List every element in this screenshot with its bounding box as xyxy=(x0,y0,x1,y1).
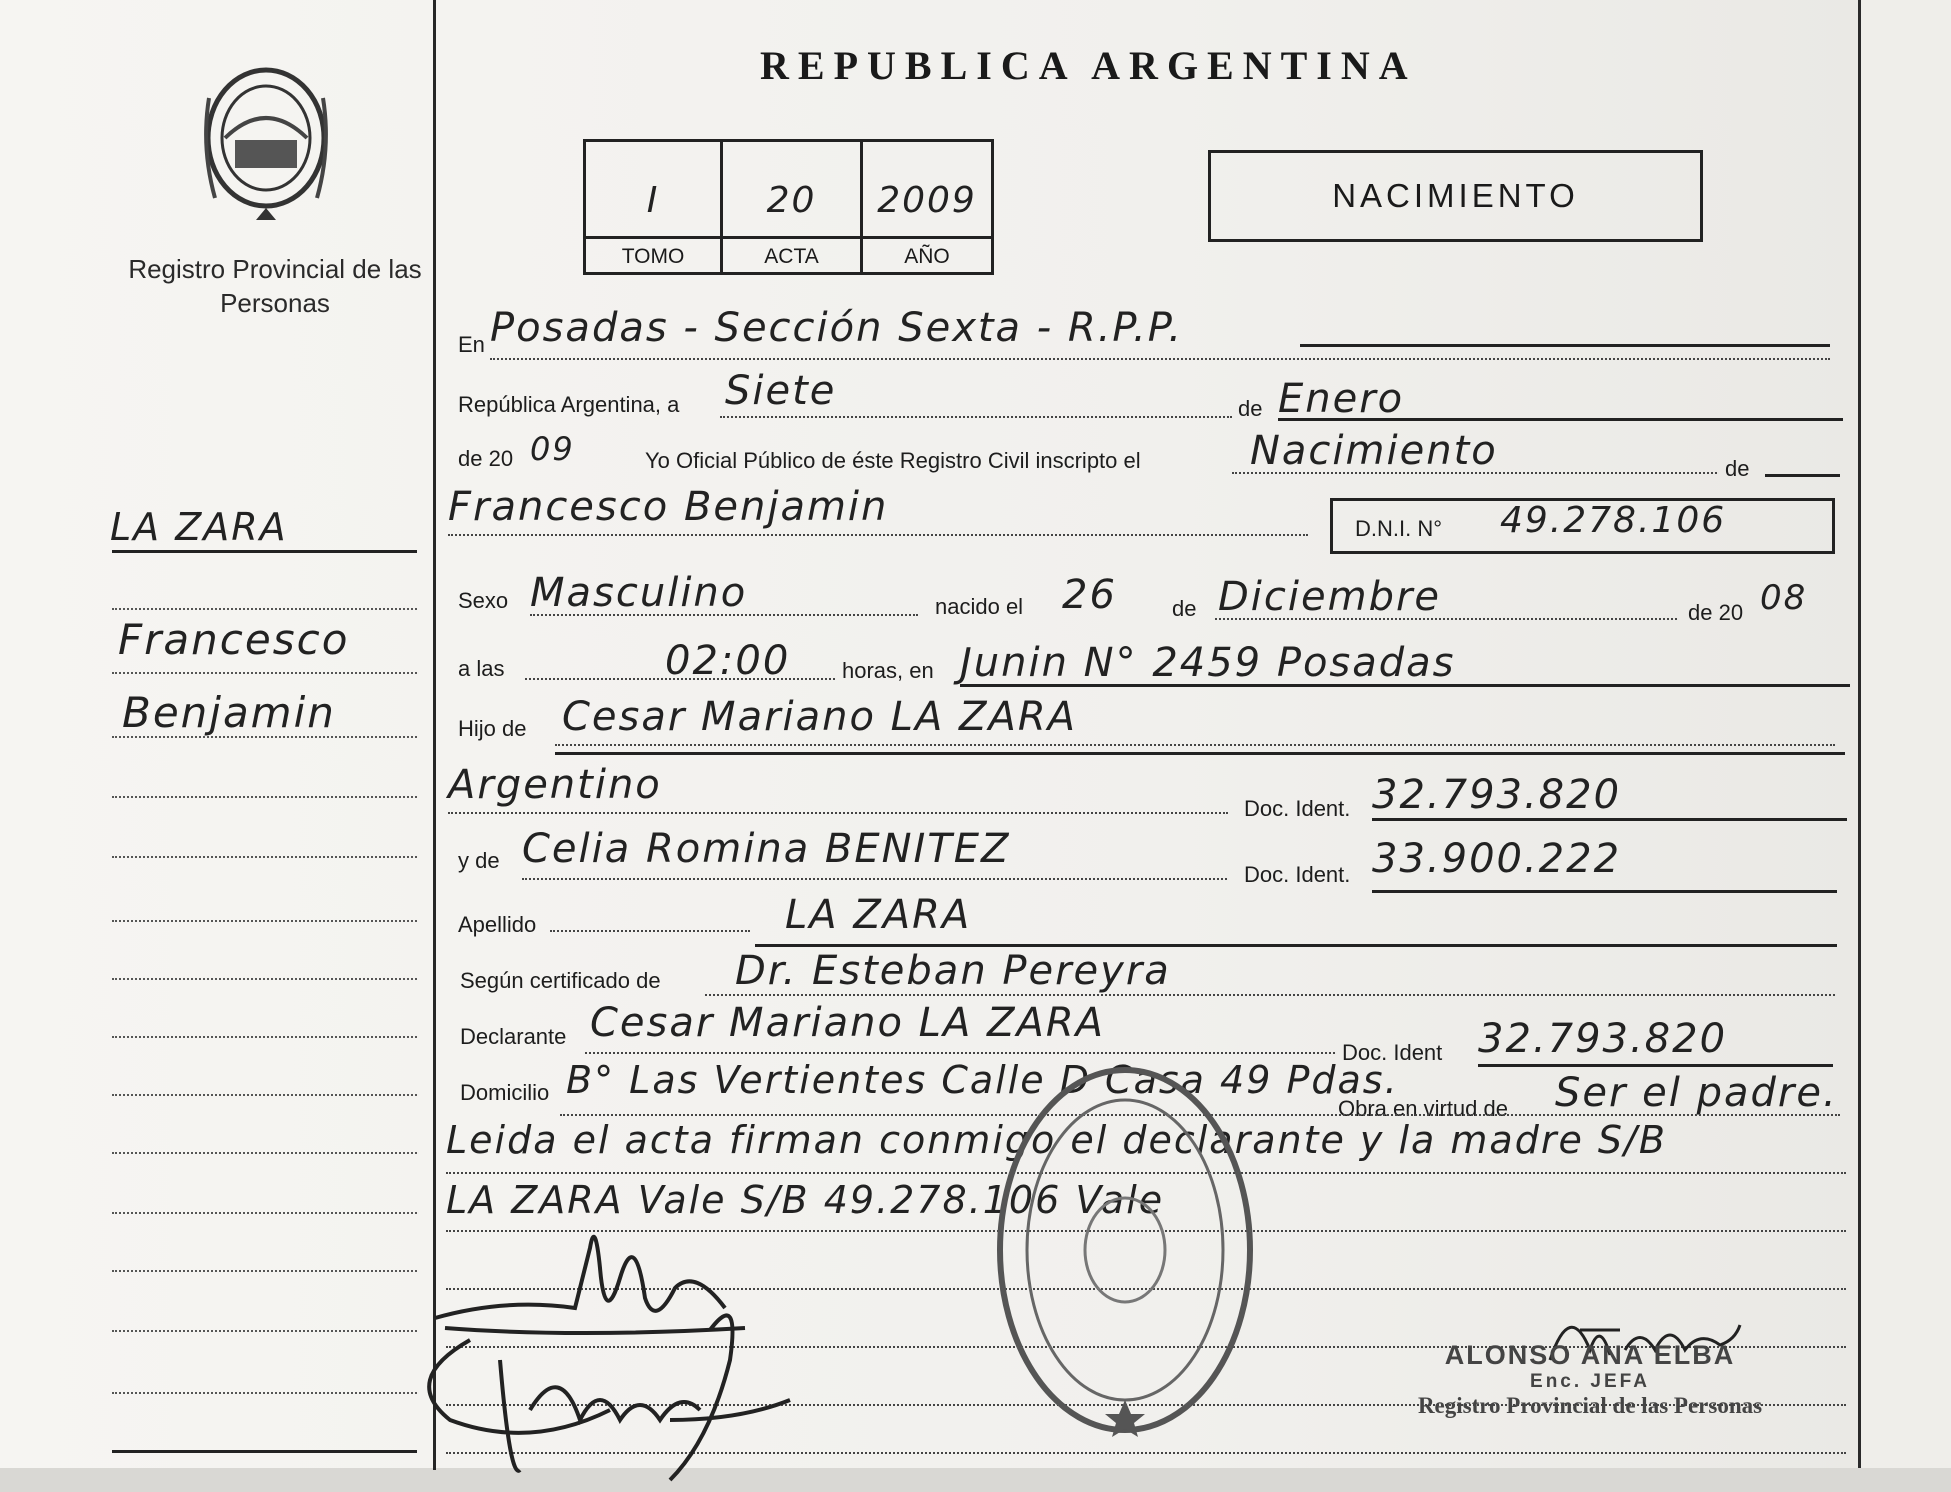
value-sexo: Masculino xyxy=(530,570,748,616)
record-type-box: NACIMIENTO xyxy=(1208,150,1703,242)
label-oficial: Yo Oficial Público de éste Registro Civil inscripto el xyxy=(645,448,1141,473)
label-a-las: a las xyxy=(458,656,505,681)
page-bottom-edge xyxy=(0,1468,1951,1492)
label-doc-ident-1: Doc. Ident. xyxy=(1244,796,1351,821)
label-y-de: y de xyxy=(458,848,500,873)
anio-cell xyxy=(863,142,991,272)
official-block xyxy=(1390,1340,1790,1419)
label-sexo: Sexo xyxy=(458,588,509,613)
dotted-line xyxy=(1215,618,1677,620)
margin-line xyxy=(112,796,417,798)
label-en: En xyxy=(458,332,485,357)
solid-line xyxy=(960,684,1850,687)
value-doc-padre: 32.793.820 xyxy=(1372,772,1622,818)
dotted-line xyxy=(555,744,1835,746)
label-declarante: Declarante xyxy=(460,1024,567,1049)
tomo-cell xyxy=(586,142,723,272)
margin-line xyxy=(112,1392,417,1394)
acta-label: ACTA xyxy=(723,236,860,269)
solid-line xyxy=(555,752,1845,755)
margin-line xyxy=(112,608,417,610)
value-doc-madre: 33.900.222 xyxy=(1372,836,1622,882)
solid-line xyxy=(755,944,1837,947)
margin-line xyxy=(112,736,417,738)
tomo-value: I xyxy=(646,180,660,221)
dotted-line xyxy=(522,878,1227,880)
value-anio-nac: 08 xyxy=(1760,578,1808,618)
label-de-20b: de 20 xyxy=(1688,600,1744,625)
official-name: ALONSO ANA ELBA xyxy=(1444,1340,1736,1370)
page-title: REPUBLICA ARGENTINA xyxy=(760,43,1417,88)
official-role: Enc. JEFA xyxy=(1530,1371,1650,1392)
margin-line xyxy=(112,1330,417,1332)
solid-line xyxy=(1478,1064,1833,1067)
value-nombre: Francesco Benjamin xyxy=(448,484,889,530)
value-madre: Celia Romina BENITEZ xyxy=(522,826,1011,872)
margin-line xyxy=(112,978,417,980)
margin-line xyxy=(112,1270,417,1272)
value-lugar: Posadas - Sección Sexta - R.P.P. xyxy=(490,305,1184,351)
margin-line xyxy=(112,1212,417,1214)
value-dia-texto: Siete xyxy=(725,368,837,414)
dotted-line xyxy=(705,994,1835,996)
dotted-line xyxy=(490,358,1830,360)
tomo-label: TOMO xyxy=(586,236,720,269)
margin-line xyxy=(112,672,417,674)
label-republica: República Argentina, a xyxy=(458,392,680,417)
value-nota-2: LA ZARA Vale S/B 49.278.106 Vale xyxy=(446,1178,1165,1222)
registry-label: Registro Provincial de las Personas xyxy=(128,254,422,318)
value-apellido: LA ZARA xyxy=(785,892,972,938)
dotted-line xyxy=(530,614,918,616)
value-mes: Enero xyxy=(1278,376,1405,422)
registry-stamp-icon xyxy=(990,1060,1260,1440)
label-domicilio: Domicilio xyxy=(460,1080,550,1105)
acta-cell xyxy=(723,142,863,272)
label-de-final: de xyxy=(1725,456,1750,481)
dotted-line xyxy=(448,534,1308,536)
value-dni: 49.278.106 xyxy=(1500,500,1727,541)
anio-label: AÑO xyxy=(863,236,991,269)
margin-line xyxy=(112,856,417,858)
label-nacido: nacido el xyxy=(935,594,1024,619)
solid-line xyxy=(1372,890,1837,893)
value-domicilio: B° Las Vertientes Calle D Casa 49 Pdas. xyxy=(566,1058,1399,1102)
dotted-line xyxy=(550,930,750,932)
record-number-table xyxy=(583,139,994,275)
provincial-seal-icon xyxy=(195,58,337,228)
label-segun: Según certificado de xyxy=(460,968,661,993)
value-virtud: Ser el padre. xyxy=(1555,1070,1838,1116)
acta-value: 20 xyxy=(766,180,817,221)
margin-given-name-1: Francesco xyxy=(118,615,350,664)
value-declarante: Cesar Mariano LA ZARA xyxy=(590,1000,1105,1046)
value-dia-nac: 26 xyxy=(1062,572,1117,618)
solid-line xyxy=(1278,418,1843,421)
value-nota-1: Leida el acta firman conmigo el declarante y la madre S/B xyxy=(446,1118,1667,1162)
label-doc-ident-2: Doc. Ident. xyxy=(1244,862,1351,887)
label-de-dia: de xyxy=(1172,596,1197,621)
label-doc-ident-3: Doc. Ident xyxy=(1342,1040,1443,1065)
margin-surname: LA ZARA xyxy=(110,505,288,549)
label-de-20: de 20 xyxy=(458,446,514,471)
value-mes-nac: Diciembre xyxy=(1218,574,1442,620)
dotted-line xyxy=(1232,472,1717,474)
margin-line xyxy=(112,1036,417,1038)
label-apellido: Apellido xyxy=(458,912,537,937)
label-hijo: Hijo de xyxy=(458,716,527,741)
anio-value: 2009 xyxy=(877,180,977,221)
dotted-line xyxy=(720,416,1232,418)
mother-signature-icon xyxy=(410,1300,830,1490)
value-certificado: Dr. Esteban Pereyra xyxy=(735,948,1171,994)
margin-line xyxy=(112,920,417,922)
page-edge xyxy=(1858,0,1951,1492)
value-acto: Nacimiento xyxy=(1250,428,1498,474)
value-hora: 02:00 xyxy=(665,638,791,684)
margin-line xyxy=(112,1094,417,1096)
value-doc-declarante: 32.793.820 xyxy=(1478,1016,1728,1062)
margin-line xyxy=(112,1152,417,1154)
solid-line xyxy=(1372,818,1847,821)
margin-line xyxy=(112,1450,417,1453)
margin-line xyxy=(112,550,417,553)
value-domicilio-nac: Junin N° 2459 Posadas xyxy=(960,640,1456,686)
label-dni: D.N.I. N° xyxy=(1355,516,1443,541)
dotted-line xyxy=(448,812,1228,814)
value-nac-padre: Argentino xyxy=(448,762,662,808)
label-de-mes: de xyxy=(1238,396,1263,421)
official-registry: Registro Provincial de las Personas xyxy=(1417,1393,1763,1418)
dotted-line xyxy=(585,1052,1335,1054)
solid-line xyxy=(1765,474,1840,477)
margin-given-name-2: Benjamin xyxy=(122,688,336,737)
solid-line xyxy=(1300,344,1830,347)
label-obra: Obra en virtud de xyxy=(1338,1096,1508,1121)
value-anio: 09 xyxy=(530,430,575,468)
label-horas: horas, en xyxy=(842,658,934,683)
value-padre: Cesar Mariano LA ZARA xyxy=(562,694,1077,740)
